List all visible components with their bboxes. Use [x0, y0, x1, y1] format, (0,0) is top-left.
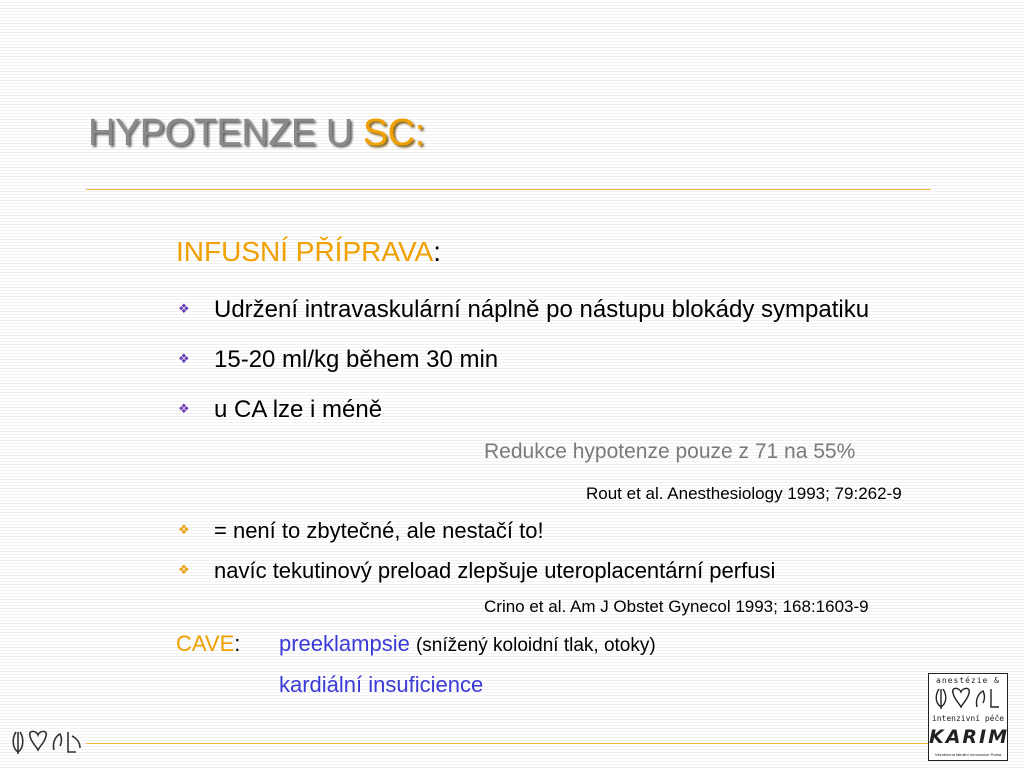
karim-logo [928, 673, 1008, 761]
citation-crino: Crino et al. Am J Obstet Gynecol 1993; 168:1603-9 [484, 597, 869, 616]
bullet-text: = není to zbytečné, ale nestačí to! [214, 518, 544, 543]
slide-title [88, 112, 425, 155]
diamond-bullet-icon: ❖ [178, 350, 190, 366]
cave-label-text: CAVE [176, 631, 235, 656]
section-heading-text: INFUSNÍ PŘÍPRAVA [176, 236, 434, 267]
bullet-text: 15-20 ml/kg během 30 min [214, 346, 499, 373]
diamond-bullet-icon: ❖ [178, 400, 190, 416]
citation-rout: Rout et al. Anesthesiology 1993; 79:262-9 [586, 484, 902, 503]
cave-label-colon: : [234, 631, 241, 656]
diamond-bullet-icon: ❖ [178, 522, 190, 538]
reduction-note: Redukce hypotenze pouze z 71 na 55% [484, 440, 856, 463]
title-colon: : [414, 112, 425, 154]
footer-divider [86, 743, 931, 744]
cave-label [176, 631, 240, 657]
bullet-item-3 [178, 396, 382, 424]
title-main: HYPOTENZE U [88, 112, 363, 154]
cave-item-detail: (snížený koloidní tlak, otoky) [415, 635, 656, 656]
diamond-bullet-icon: ❖ [178, 562, 190, 578]
logo-text-bottom: Všeobecná fakultní nemocnice Praha [934, 752, 1002, 757]
logo-emblem-icon [933, 686, 1003, 712]
bullet-item-2 [178, 346, 498, 374]
cave-item-preeklampsie [279, 631, 656, 657]
logo-text-top: anestézie & [936, 676, 1000, 685]
logo-text-name: KARIM [929, 726, 1010, 748]
bullet-text: u CA lze i méně [214, 396, 383, 423]
title-accent: SC [362, 112, 415, 154]
footer-logo-icon [10, 726, 84, 758]
bullet-item-1 [178, 296, 869, 324]
bullet-item-4 [178, 518, 544, 544]
bullet-item-5 [178, 558, 775, 584]
bullet-text: Udržení intravaskulární náplně po nástupu blokády sympatiku [214, 296, 870, 323]
title-divider [86, 189, 931, 190]
cave-item-text: preeklampsie [279, 631, 410, 656]
section-heading [176, 236, 441, 268]
bullet-text: navíc tekutinový preload zlepšuje uteroplacentární perfusi [214, 558, 776, 583]
logo-text-mid: intenzivní péče [931, 714, 1005, 723]
diamond-bullet-icon: ❖ [178, 300, 190, 316]
cave-item-kardialni: kardiální insuficience [279, 672, 484, 697]
section-heading-colon: : [433, 236, 442, 267]
